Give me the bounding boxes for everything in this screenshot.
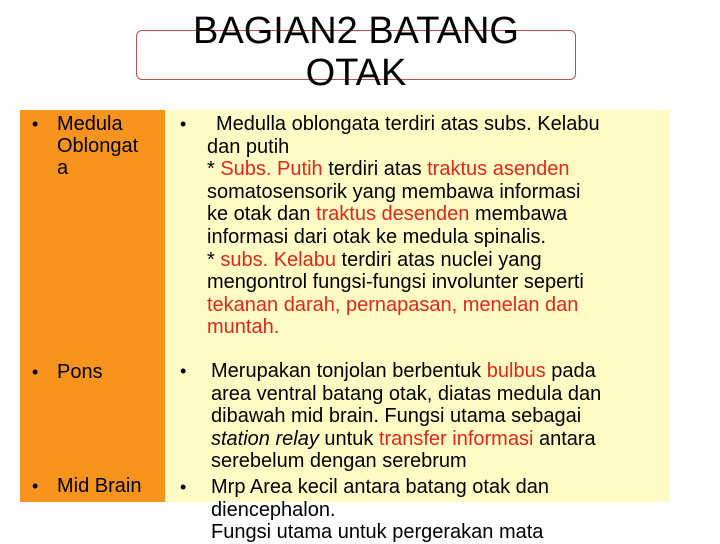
text: terdiri atas nuclei yang	[335, 248, 542, 271]
text: untuk	[318, 427, 379, 450]
term-line: a	[57, 157, 69, 179]
bullet-icon: •	[32, 476, 39, 496]
term-line: Medula	[57, 113, 123, 135]
highlight: transfer informasi	[378, 427, 534, 450]
italic-text: station relay	[211, 427, 319, 450]
desc-line: somatosensorik yang membawa informasi	[207, 180, 581, 203]
highlight: bulbus	[486, 360, 546, 382]
text: Merupakan tonjolan berbentuk	[211, 360, 487, 382]
highlight: subs. Kelabu	[220, 248, 336, 271]
desc-line: mengontrol fungsi-fungsi involunter seperti	[207, 271, 584, 294]
highlight: traktus desenden	[315, 203, 470, 226]
bullet-icon: •	[180, 114, 187, 134]
term-pons	[32, 361, 103, 383]
text: antara	[533, 427, 596, 450]
desc-line	[207, 203, 677, 226]
desc-line: Mrp Area kecil antara batang otak dan	[211, 476, 549, 498]
desc-mid-brain	[180, 476, 681, 544]
desc-line	[207, 158, 677, 181]
desc-line: area ventral batang otak, diatas medula dan	[211, 382, 602, 405]
desc-line: serebelum dengan serebrum	[211, 450, 467, 473]
desc-line: diencephalon.	[211, 498, 336, 521]
desc-line: tekanan darah, pernapasan, menelan dan	[207, 293, 579, 316]
term-line: Mid Brain	[57, 475, 142, 497]
text: *	[207, 158, 221, 181]
bullet-icon: •	[32, 114, 39, 134]
desc-pons	[180, 360, 681, 473]
desc-line	[207, 249, 677, 272]
text: ke otak dan	[207, 203, 316, 226]
bullet-icon: •	[180, 477, 187, 497]
bullet-icon: •	[180, 361, 187, 381]
term-line: Oblongat	[57, 135, 139, 157]
title-line-2: OTAK	[305, 52, 407, 94]
desc-line	[211, 360, 681, 383]
desc-line: dan putih	[207, 135, 290, 158]
desc-line: dibawah mid brain. Fungsi utama sebagai	[211, 405, 582, 428]
bullet-icon: •	[32, 362, 39, 382]
highlight: traktus asenden	[427, 158, 570, 181]
desc-line: Fungsi utama untuk pergerakan mata	[211, 521, 544, 544]
page-title	[136, 10, 576, 94]
desc-line: Medulla oblongata terdiri atas subs. Kelabu	[216, 113, 600, 135]
desc-line	[211, 428, 681, 451]
text: *	[207, 248, 221, 271]
desc-medula	[180, 113, 677, 339]
term-mid-brain	[32, 475, 141, 497]
title-line-1: BAGIAN2 BATANG	[193, 10, 519, 52]
text: pada	[545, 360, 596, 382]
term-medula-oblongata	[32, 113, 138, 179]
text: terdiri atas	[322, 158, 428, 181]
desc-line: informasi dari otak ke medula spinalis.	[207, 225, 547, 248]
desc-line: muntah.	[207, 316, 280, 339]
highlight: Subs. Putih	[220, 158, 323, 181]
text: membawa	[469, 203, 568, 226]
term-line: Pons	[57, 361, 103, 383]
